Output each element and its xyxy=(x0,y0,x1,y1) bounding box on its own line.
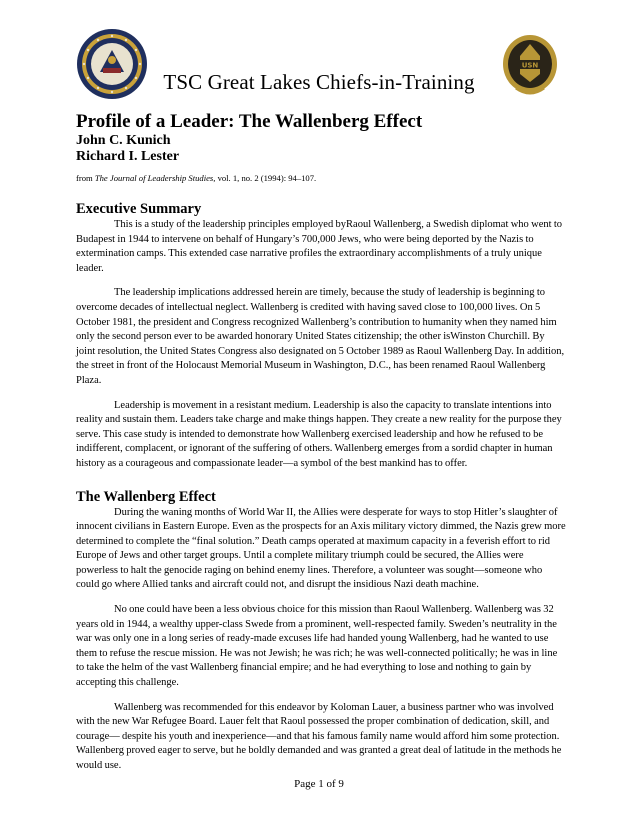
document-body xyxy=(76,110,566,774)
page-number: Page 1 of 9 xyxy=(294,778,344,790)
paragraph: This is a study of the leadership principles employed byRaoul Wallenberg, a Swedish diplomat who went to Budapest in 1944 to intervene on behalf of Hungary’s 700,000 Jews, who were being deported by the Nazis to extermination camps. This extended case narrative profiles the extraordinary accomplishments of a truly unique leader. xyxy=(76,219,563,274)
author-name: Richard I. Lester xyxy=(76,149,180,164)
paragraph: Wallenberg was recommended for this endeavor by Koloman Lauer, a business partner who was involved with the new War Refugee Board. Lauer felt that Raoul possessed the proper combination of dedication, skill, and courage— despite his youth and inexperience—and that his famous family name would afford him some protection. Wallenberg proved eager to serve, but he boldly demanded and was granted a great deal of latitude in the methods he would use. xyxy=(76,701,562,771)
source-details: vol. 1, no. 2 (1994): 94–107. xyxy=(215,173,317,183)
paragraph: During the waning months of World War II, the Allies were desperate for ways to stop Hitler’s slaughter of innocent civilians in Eastern Europe. Even as the prospects for an Axis military victory dimmed, the Nazis grew more determined to complete the “final solution.” Death camps operated at maximum capacity in a feverish effort to rid Europe of Jews and other target groups. Until a complete military triumph could be secured, the Allies were powerless to halt the genocide raging on behind enemy lines. Therefore, a volunteer was sought—someone who could go where Allied tanks and aircraft could not, and disrupt the insidious Nazi death machine. xyxy=(76,506,566,591)
source-prefix: from xyxy=(76,173,95,183)
section-heading-executive-summary: Executive Summary xyxy=(76,201,202,217)
paragraph: No one could have been a less obvious choice for this mission than Raoul Wallenberg. Wallenberg was 32 years old in 1944, a wealthy upper-class Swede from a prominent, well-respected family. Sweden’s neutrality in the war was only one in a long series of ready-made excuses life had handed young Wallenberg, had he wanted to use them to refuse the rescue mission. He was not Jewish; he was rich; he was well-connected politically; he was in line to take the helm of the vast Wallenberg financial empire; and he had everything to lose and nothing to gain by accepting this challenge. xyxy=(76,604,558,689)
paragraph: Leadership is movement in a resistant medium. Leadership is also the capacity to translate intentions into reality and sustain them. Leaders take charge and make things happen. They create a new reality for the purpose they serve. This case study is intended to demonstrate how Wallenberg exercised leadership and how he refused to be indifferent, complacent, or ignorant of the suffering of others. Wallenberg emerges from a sordid chapter in human history as a courageous and compassionate leader—a symbol of the best mankind has to offer. xyxy=(76,399,562,469)
author-name: John C. Kunich xyxy=(76,133,171,148)
source-journal: The Journal of Leadership Studies, xyxy=(94,173,216,183)
paragraph: The leadership implications addressed herein are timely, because the study of leadership is beginning to overcome decades of intellectual neglect. Wallenberg is credited with having saved close to 100,000 lives. On 5 October 1981, the president and Congress recognized Wallenberg’s contribution to humanity when they named him only the second person ever to be awarded honorary United States citizenship; the other isWinston Churchill. By joint resolution, the United States Congress also designated on 5 October 1989 as Raoul Wallenberg Day. In addition, the street in front of the Holocaust Memorial Museum in Washington, D.C., has been renamed Raoul Wallenberg Plaza. xyxy=(76,287,565,386)
source-citation xyxy=(76,173,566,184)
organization-title: TSC Great Lakes Chiefs-in-Training xyxy=(163,70,475,94)
article-title: Profile of a Leader: The Wallenberg Effect xyxy=(76,111,423,132)
section-heading-wallenberg-effect: The Wallenberg Effect xyxy=(76,488,216,505)
badge-text: USN xyxy=(521,61,539,70)
